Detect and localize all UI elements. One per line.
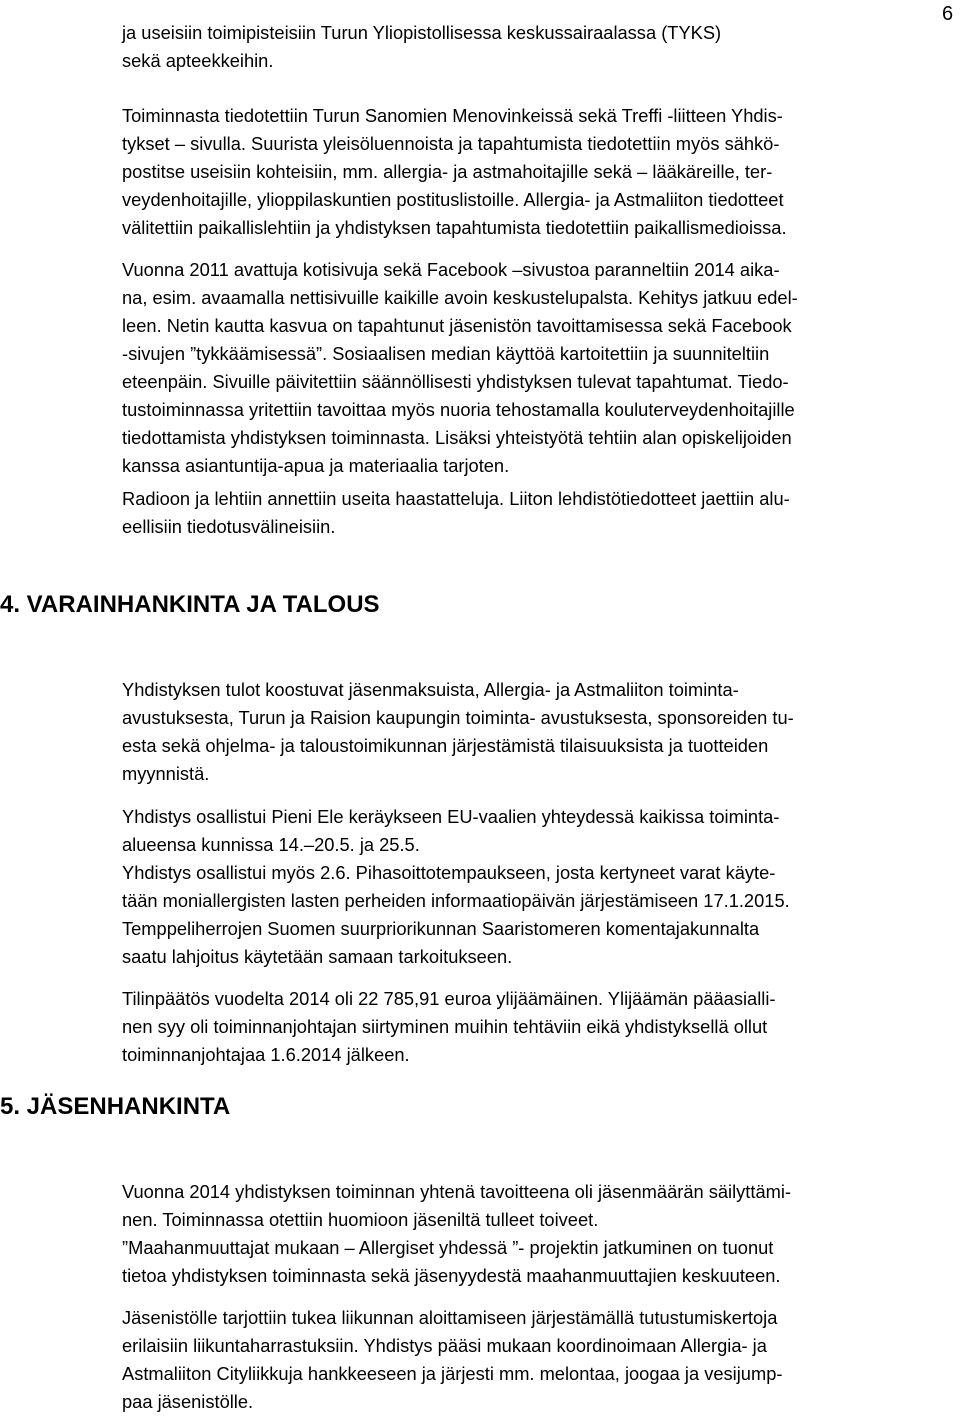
paragraph-media-notices: [122, 102, 787, 242]
text-line: esta sekä ohjelma- ja taloustoimikunnan järjestämistä tilaisuuksista ja tuotteiden: [122, 735, 769, 756]
text-line: sekä apteekkeihin.: [122, 50, 274, 71]
text-line: Tilinpäätös vuodelta 2014 oli 22 785,91 euroa ylijäämäinen. Ylijäämän pääasialli-: [122, 988, 776, 1009]
paragraph-pharmacies: [122, 19, 721, 75]
text-line: na, esim. avaamalla nettisivuille kaikille avoin keskustelupalsta. Kehitys jatkuu edel-: [122, 287, 798, 308]
text-line: tiedottamista yhdistyksen toiminnasta. Lisäksi yhteistyötä tehtiin alan opiskelijoiden: [122, 427, 792, 448]
text-line: nen syy oli toiminnanjohtajan siirtyminen muihin tehtäviin eikä yhdistyksellä ollut: [122, 1016, 768, 1037]
text-line: ”Maahanmuuttajat mukaan – Allergiset yhdessä ”- projektin jatkuminen on tuonut: [122, 1237, 774, 1258]
text-line: eellisiin tiedotusvälineisiin.: [122, 516, 336, 537]
text-line: nen. Toiminnassa otettiin huomioon jäseniltä tulleet toiveet.: [122, 1209, 599, 1230]
text-line: Temppeliherrojen Suomen suurpriorikunnan Saaristomeren komentajakunnalta: [122, 918, 760, 939]
text-line: Astmaliiton Cityliikkuja hankkeeseen ja järjesti mm. melontaa, joogaa ja vesijump-: [122, 1363, 783, 1384]
text-line: veydenhoitajille, ylioppilaskuntien postituslistoille. Allergia- ja Astmaliiton tiedotteet: [122, 189, 784, 210]
text-line: kanssa asiantuntija-apua ja materiaalia tarjoten.: [122, 455, 510, 476]
text-line: tietoa yhdistyksen toiminnasta sekä jäsenyydestä maahanmuuttajien keskuuteen.: [122, 1265, 781, 1286]
paragraph-sports-support: [122, 1304, 782, 1416]
paragraph-fundraising: [122, 803, 790, 971]
paragraph-financial-statement: [122, 985, 775, 1069]
section-5-heading: 5. JÄSENHANKINTA: [0, 1093, 231, 1120]
paragraph-website-facebook: [122, 256, 798, 480]
paragraph-income: [122, 676, 794, 788]
text-line: postitse useisiin kohteisiin, mm. allergia- ja astmahoitajille sekä – lääkäreille, ter-: [122, 161, 773, 182]
text-line: Radioon ja lehtiin annettiin useita haastatteluja. Liiton lehdistötiedotteet jaettiin alu-: [122, 488, 790, 509]
text-line: myynnistä.: [122, 763, 210, 784]
text-line: leen. Netin kautta kasvua on tapahtunut jäsenistön tavoittamisessa sekä Facebook: [122, 315, 792, 336]
text-line: ja useisiin toimipisteisiin Turun Yliopistollisessa keskussairaalassa (TYKS): [122, 22, 722, 43]
text-line: paa jäsenistölle.: [122, 1391, 254, 1412]
text-line: tään moniallergisten lasten perheiden informaatiopäivän järjestämiseen 17.1.2015.: [122, 890, 790, 911]
text-line: erilaisiin liikuntaharrastuksiin. Yhdistys pääsi mukaan koordinoimaan Allergia- ja: [122, 1335, 767, 1356]
text-line: -sivujen ”tykkäämisessä”. Sosiaalisen median käyttöä kartoitettiin ja suunniteltiin: [122, 343, 770, 364]
text-line: Yhdistys osallistui myös 2.6. Pihasoittotempaukseen, josta kertyneet varat käyte-: [122, 862, 776, 883]
paragraph-radio-press: [122, 485, 790, 541]
text-line: alueensa kunnissa 14.–20.5. ja 25.5.: [122, 834, 420, 855]
text-line: Vuonna 2014 yhdistyksen toiminnan yhtenä tavoitteena oli jäsenmäärän säilyttämi-: [122, 1181, 792, 1202]
paragraph-membership-goal: [122, 1178, 791, 1290]
text-line: Vuonna 2011 avattuja kotisivuja sekä Facebook –sivustoa paranneltiin 2014 aika-: [122, 259, 780, 280]
page-number: 6: [942, 3, 954, 25]
text-line: tustoiminnassa yritettiin tavoittaa myös nuoria tehostamalla kouluterveydenhoitajille: [122, 399, 795, 420]
text-line: saatu lahjoitus käytetään samaan tarkoitukseen.: [122, 946, 513, 967]
text-line: eteenpäin. Sivuille päivitettiin säännöllisesti yhdistyksen tulevat tapahtumat. Tiedo-: [122, 371, 789, 392]
text-line: avustuksesta, Turun ja Raision kaupungin toiminta- avustuksesta, sponsoreiden tu-: [122, 707, 794, 728]
text-line: Yhdistys osallistui Pieni Ele keräykseen EU-vaalien yhteydessä kaikissa toiminta-: [122, 806, 780, 827]
section-4-heading: 4. VARAINHANKINTA JA TALOUS: [0, 591, 380, 618]
text-line: Yhdistyksen tulot koostuvat jäsenmaksuista, Allergia- ja Astmaliiton toiminta-: [122, 679, 739, 700]
text-line: Jäsenistölle tarjottiin tukea liikunnan aloittamiseen järjestämällä tutustumiskertoja: [122, 1307, 778, 1328]
text-line: välitettiin paikallislehtiin ja yhdistyksen tapahtumista tiedotettiin paikallismedioissa.: [122, 217, 787, 238]
text-line: tykset – sivulla. Suurista yleisöluennoista ja tapahtumista tiedotettiin myös sähkö-: [122, 133, 780, 154]
text-line: Toiminnasta tiedotettiin Turun Sanomien Menovinkeissä sekä Treffi -liitteen Yhdis-: [122, 105, 783, 126]
text-line: toiminnanjohtajaa 1.6.2014 jälkeen.: [122, 1044, 410, 1065]
